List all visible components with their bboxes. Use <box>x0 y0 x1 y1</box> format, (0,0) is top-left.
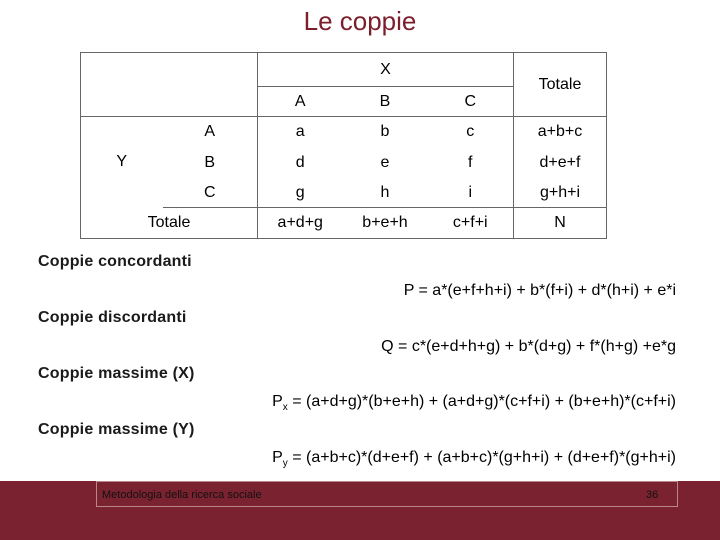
footer-text: Metodologia della ricerca sociale <box>102 489 262 501</box>
col-label-c: C <box>428 87 514 117</box>
py-symbol: P <box>272 449 283 466</box>
concordanti-formula: P = a*(e+f+h+i) + b*(f+i) + d*(h+i) + e*i <box>403 282 676 299</box>
py-subscript: y <box>282 458 288 470</box>
cell-d: d <box>295 154 305 171</box>
py-expression: = (a+b+c)*(d+e+f) + (a+b+c)*(g+h+i) + (d+e+f)*(g+h+i) <box>287 449 676 466</box>
cell-c: c <box>466 123 475 141</box>
grand-total: N <box>514 208 607 239</box>
row-label-a: A <box>163 117 258 148</box>
concordanti-label: Coppie concordanti <box>38 253 192 270</box>
discordanti-label: Coppie discordanti <box>38 309 187 326</box>
cell-g: g <box>258 179 343 208</box>
col-total-c: c+f+i <box>428 208 514 239</box>
massime-y-formula <box>272 449 676 469</box>
x-header: X <box>258 53 514 87</box>
row-label-b: B <box>163 148 258 179</box>
cell-h: h <box>343 179 428 208</box>
row-total-b: d+e+f <box>514 148 607 179</box>
massime-y-label: Coppie massime (Y) <box>38 421 195 438</box>
cell-b: b <box>380 123 390 141</box>
page-number: 36 <box>646 489 659 501</box>
massime-x-formula <box>272 393 676 413</box>
px-subscript: x <box>282 402 288 414</box>
massime-x-label: Coppie massime (X) <box>38 365 195 382</box>
row-total-a: a+b+c <box>514 117 607 148</box>
col-label-a: A <box>258 87 343 117</box>
y-header: Y <box>81 117 163 208</box>
totale-col-header: Totale <box>514 53 607 117</box>
row-total-c: g+h+i <box>514 179 607 208</box>
col-total-a: a+d+g <box>258 208 343 239</box>
px-symbol: P <box>272 393 283 410</box>
row-label-c: C <box>163 179 258 208</box>
col-label-b: B <box>343 87 428 117</box>
cell-e: e <box>380 154 390 171</box>
corner-cell <box>81 53 258 117</box>
px-expression: = (a+d+g)*(b+e+h) + (a+d+g)*(c+f+i) + (b+e+h)*(c+f+i) <box>287 393 676 410</box>
cell-i: i <box>428 179 514 208</box>
discordanti-formula: Q = c*(e+d+h+g) + b*(d+g) + f*(h+g) +e*g <box>381 338 676 355</box>
totale-row-label: Totale <box>81 208 258 239</box>
col-total-b: b+e+h <box>343 208 428 239</box>
contingency-table <box>80 52 607 239</box>
cell-f: f <box>468 154 473 171</box>
slide-title: Le coppie <box>303 6 417 36</box>
cell-a: a <box>295 123 305 141</box>
